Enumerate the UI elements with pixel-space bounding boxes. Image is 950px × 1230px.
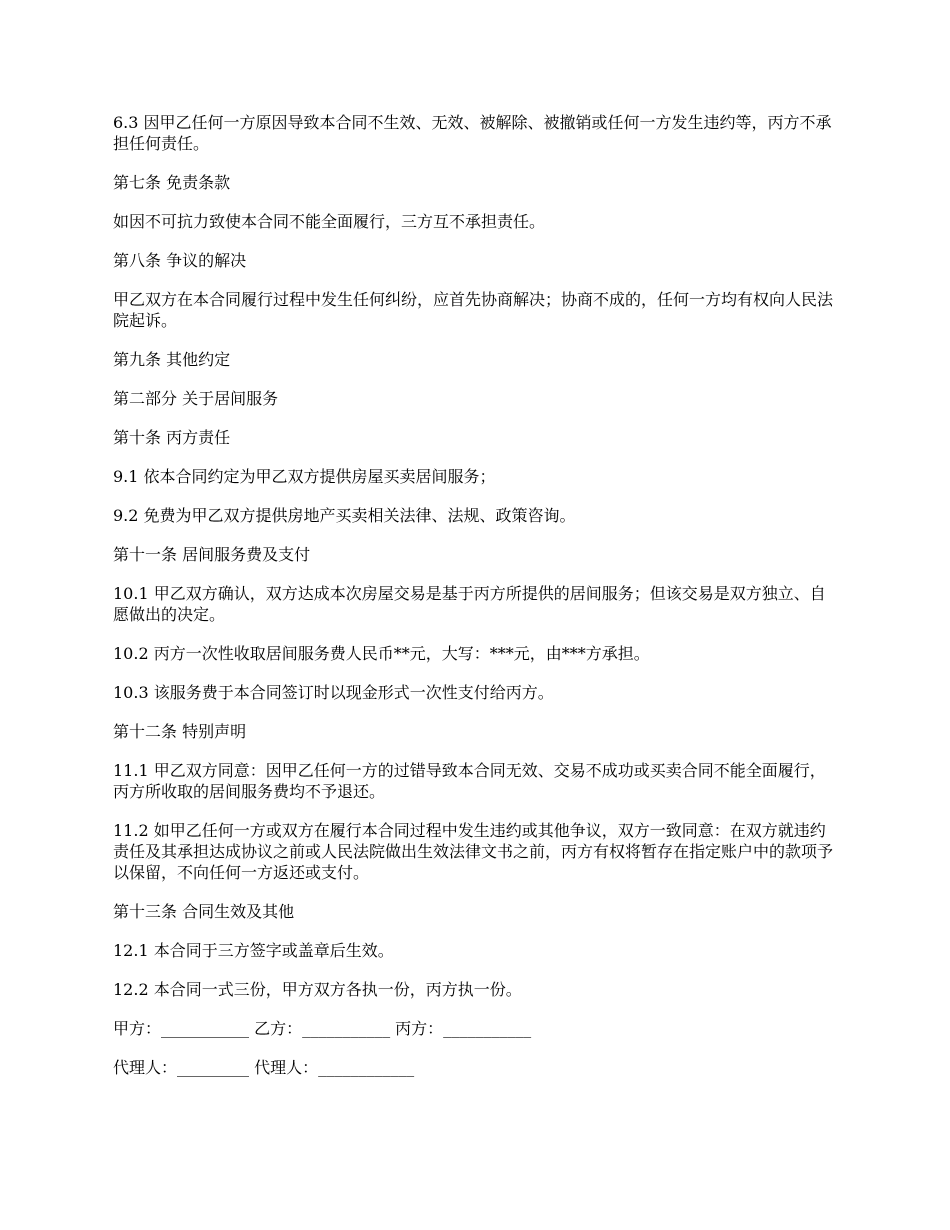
clause-9-1: 9.1 依本合同约定为甲乙双方提供房屋买卖居间服务； xyxy=(113,467,496,486)
clause-12-1: 12.1 本合同于三方签字或盖章后生效。 xyxy=(113,941,394,960)
clause-dispute-resolution: 甲乙双方在本合同履行过程中发生任何纠纷，应首先协商解决；协商不成的，任何一方均有权向人民法院起诉。 xyxy=(113,290,834,330)
clause-9-2: 9.2 免费为甲乙双方提供房地产买卖相关法律、法规、政策咨询。 xyxy=(113,506,576,525)
clause-6-3: 6.3 因甲乙任何一方原因导致本合同不生效、无效、被解除、被撤销或任何一方发生违约等，丙方不承担任何责任。 xyxy=(113,113,832,153)
heading-part-2: 第二部分 关于居间服务 xyxy=(113,389,279,408)
signature-parties-line: 甲方：___________ 乙方：___________ 丙方：___________ xyxy=(113,1019,532,1038)
heading-article-8: 第八条 争议的解决 xyxy=(113,251,247,270)
clause-10-3: 10.3 该服务费于本合同签订时以现金形式一次性支付给丙方。 xyxy=(113,683,554,702)
document-body xyxy=(113,112,841,1096)
heading-article-12: 第十二条 特别声明 xyxy=(113,722,247,741)
clause-10-1: 10.1 甲乙双方确认，双方达成本次房屋交易是基于丙方所提供的居间服务；但该交易是双方独立、自愿做出的决定。 xyxy=(113,584,826,624)
clause-10-2: 10.2 丙方一次性收取居间服务费人民币**元，大写：***元，由***方承担。 xyxy=(113,644,650,663)
heading-article-13: 第十三条 合同生效及其他 xyxy=(113,902,295,921)
clause-11-2: 11.2 如甲乙任何一方或双方在履行本合同过程中发生违约或其他争议，双方一致同意：在双方就违约责任及其承担达成协议之前或人民法院做出生效法律文书之前，丙方有权将暂存在指定账户中的款项予以保留，不向任何一方返还或支付。 xyxy=(113,821,834,882)
heading-article-9: 第九条 其他约定 xyxy=(113,350,231,369)
heading-article-11: 第十一条 居间服务费及支付 xyxy=(113,545,311,564)
heading-article-10: 第十条 丙方责任 xyxy=(113,428,231,447)
clause-11-1: 11.1 甲乙双方同意：因甲乙任何一方的过错导致本合同无效、交易不成功或买卖合同不能全面履行，丙方所收取的居间服务费均不予退还。 xyxy=(113,761,826,801)
heading-article-7: 第七条 免责条款 xyxy=(113,173,231,192)
signature-agents-line: 代理人：_________ 代理人：____________ xyxy=(113,1058,415,1077)
clause-12-2: 12.2 本合同一式三份，甲方双方各执一份，丙方执一份。 xyxy=(113,980,522,999)
clause-force-majeure: 如因不可抗力致使本合同不能全面履行，三方互不承担责任。 xyxy=(113,212,546,231)
